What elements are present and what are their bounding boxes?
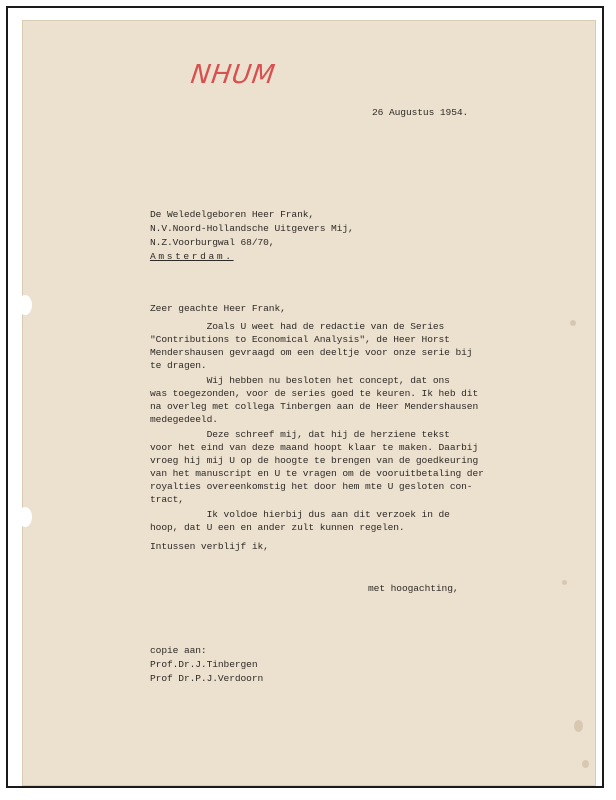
- body-line: na overleg met collega Tinbergen aan de Heer Mendershausen: [150, 401, 479, 412]
- document-frame: [6, 6, 604, 788]
- copies-label: copie aan:: [150, 645, 207, 656]
- address-city: Amsterdam.: [150, 251, 234, 262]
- body-line: "Contributions to Economical Analysis", de Heer Horst: [150, 334, 450, 345]
- stain-spot: [574, 720, 583, 732]
- archive-stamp: NHUM: [188, 60, 278, 90]
- body-line: Mendershausen gevraagd om een deeltje voor onze serie bij: [150, 347, 473, 358]
- copy-recipient: Prof Dr.P.J.Verdoorn: [150, 673, 264, 684]
- body-line: voor het eind van deze maand hoopt klaar te maken. Daarbij: [150, 442, 479, 453]
- body-line: te dragen.: [150, 360, 207, 371]
- copy-recipient: Prof.Dr.J.Tinbergen: [150, 659, 258, 670]
- body-line: hoop, dat U een en ander zult kunnen regelen.: [150, 522, 405, 533]
- letter-date: 26 Augustus 1954.: [372, 107, 469, 118]
- body-line: Wij hebben nu besloten het concept, dat ons: [150, 375, 450, 386]
- body-line: Zoals U weet had de redactie van de Series: [150, 321, 445, 332]
- stain-spot: [582, 760, 589, 768]
- body-line: was toegezonden, voor de series goed te keuren. Ik heb dit: [150, 388, 479, 399]
- stain-spot: [570, 320, 576, 326]
- body-line: tract,: [150, 494, 184, 505]
- body-line: vroeg hij mij U op de hoogte te brengen van de goedkeuring: [150, 455, 479, 466]
- body-line: medegedeeld.: [150, 414, 218, 425]
- body-line: royalties overeenkomstig het door hem mte U gesloten con-: [150, 481, 473, 492]
- body-line: Deze schreef mij, dat hij de herziene tekst: [150, 429, 450, 440]
- punch-hole: [18, 507, 32, 527]
- closing-line: Intussen verblijf ik,: [150, 541, 269, 552]
- address-line: N.Z.Voorburgwal 68/70,: [150, 237, 275, 248]
- punch-hole: [18, 295, 32, 315]
- body-line: van het manuscript en U te vragen om de vooruitbetaling der: [150, 468, 484, 479]
- salutation: Zeer geachte Heer Frank,: [150, 303, 286, 314]
- signoff: met hoogachting,: [368, 583, 459, 594]
- address-line: N.V.Noord-Hollandsche Uitgevers Mij,: [150, 223, 354, 234]
- body-line: Ik voldoe hierbij dus aan dit verzoek in de: [150, 509, 450, 520]
- address-line: De Weledelgeboren Heer Frank,: [150, 209, 315, 220]
- stain-spot: [562, 580, 567, 585]
